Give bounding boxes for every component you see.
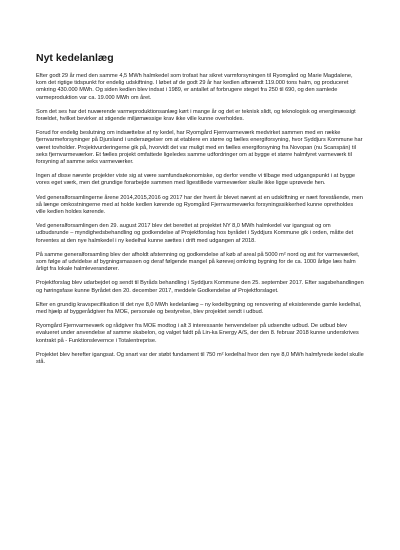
paragraph-contract: Ryomgård Fjernvarmeværk og rådgiver fra MOE modtog i alt 3 interessante henvendelser på udsendte udbud. De udbud blev evalueret under anvendelse af samme skabelon, og valget faldt på Lin-ka Energy A/S, der den 8. februar 2018 kunne underskrives kontrakt på - Funktionslevernce i Totalentreprise.	[36, 323, 359, 344]
paragraph-general-assemblies: Ved generalforsamlingerne årene 2014,2015,2016 og 2017 har der hvert år blevet nævnt at en udskiftning er nært forestående, men så længe omkostningerne med at holde kedlen kørende og Ryomgård Fjernvarmeværks forsyningssikkerhed kunne opretholdes ville kedlen holdes kørende.	[36, 194, 363, 216]
document-title: Nyt kedelanlæg	[36, 52, 114, 64]
paragraph-project-proposal: Projektforslag blev udarbejdet og sendt til Byråds behandling i Syddjurs Kommune den 25. september 2017. Efter sagsbehandlingen og høringsfase kunne Byrådet den 20. december 2017, meddele Godkendelse af Projektforslaget.	[36, 280, 364, 294]
paragraph-tender: Efter en grundig kravspecifikation til det nye 8,0 MWh kedelanlæg – ny kedelbygning og renovering af eksisterende gamle kedelhal, med hjælp af byggerådgiver fra MOE, personale og bestyrelse, blev projektet sendt i udbud.	[36, 301, 362, 316]
paragraph-construction: Projektet blev herefter igangsat. Og snart var der støbt fundament til 750 m² kedelhal hvor den nye 8,0 MWh halmfyrede kedel skulle stå.	[36, 351, 364, 366]
paragraph-intro: Efter godt 29 år med den samme 4,5 MWh halmkedel som trofast har sikret varmforsyningen til Ryomgård og Marie Magdalene, kom det rigtige tidspunkt for endelig udskiftning. I løbet af de godt 29 år har kedlen afbrændt 119.000 tons halm, og produceret omkring 430.000 MWh. Og siden kedlen blev indsat i 1989, er antallet af forbrugere steget fra 250 til 690, og den samlede varmeproduktion var ca. 19.000 MWh om året.	[36, 73, 353, 101]
paragraph-land-purchase: På samme generalforsamling blev der afholdt afstemning og godkendelse af køb af areal på 5000 m² nord og øst for varmeværket, som følge af udvidelse af bygningsmassen og deraf følgende mangel på kørevej omkring bygning for de ca. 1000 årlige læs halm årligt fra lokale halmleverandører.	[36, 251, 360, 273]
paragraph-joint-study: Forud for endelig beslutning om indsættelse af ny kedel, har Ryomgård Fjernvarmeværk medvirket sammen med en række fjernvarmeforsyninger på Djursland i undersøgelser om at etablere en større og fælles energiforsyning, hvor Syddjurs Kommune har været tovholder. Projektvurderingerne gik på, hvorvidt det var muligt med en fælles energiforsyning fra Novopan (nu Scanspán) til seks fjernvarmeværker. Et fælles projekt omfattede ligeledes samme udfordringer om at bygge et større halmfyret varmeværk til forsyning af samme seks varmeværker.	[36, 130, 363, 166]
paragraph-2017-assembly: Ved generalforsamlingen den 29. august 2017 blev det berettet at projektet NY 8,0 MWh halmkedel var igangsat og om udbudsrunde – myndighedsbehandling og godkendelse af Projektforslag hos byrådet i Syddjurs Kommune gik i orden, måtte det forventes at den nye halmkedel i ny kedelhal kunne sættes i drift med udgangen af 2018.	[36, 223, 354, 244]
paragraph-condition: Som det ses har det nuværende varmeproduktionsanlæg kørt i mange år og det er teknisk slidt, og teknologisk og energimæssigt forældet, hvilket bevirker at stigende miljømæssige krav ikke ville kunne overholdes.	[36, 108, 356, 123]
paragraph-own-plant: Ingen af disse nævnte projekter viste sig at være samfundsøkonomiske, og derfor vendte vi tilbage med udgangspunkt i at bygge vores eget værk, men det grundige forarbejde sammen med ligestillede varmeværker skulle ikke ligge uprøvede hen.	[36, 173, 356, 187]
